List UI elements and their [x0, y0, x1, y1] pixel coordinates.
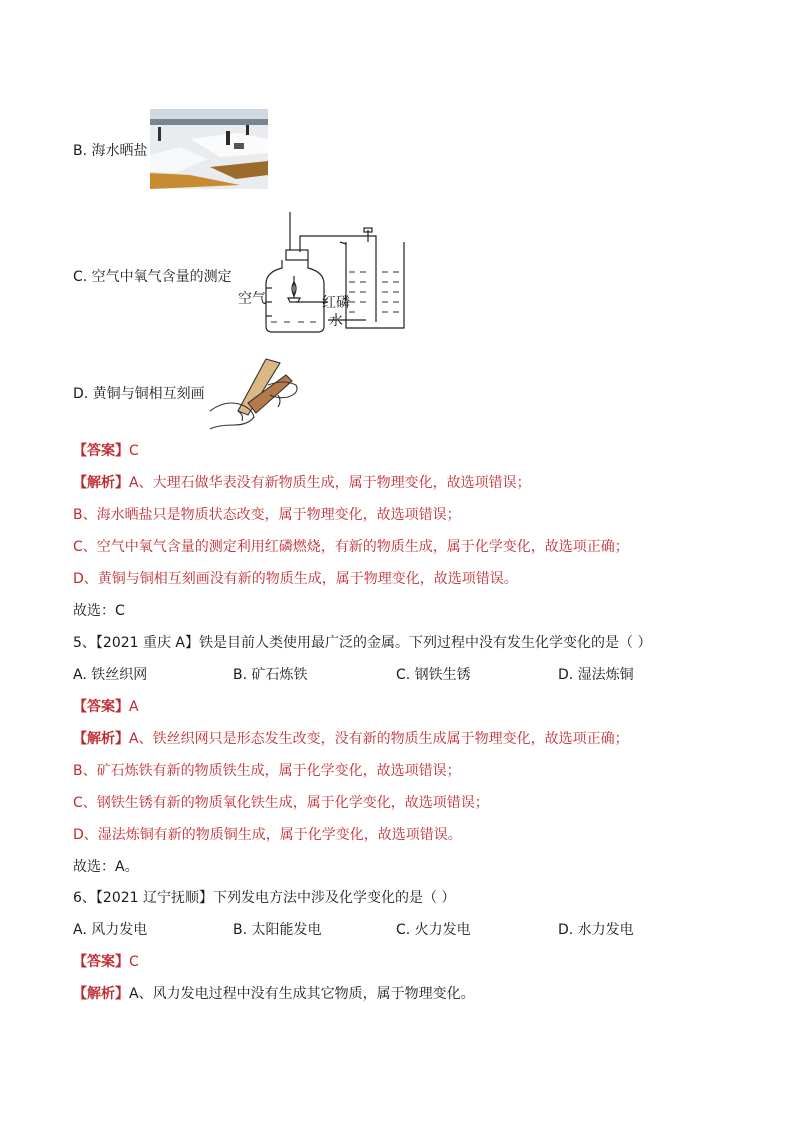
answer-tag: 【答案】: [73, 699, 129, 715]
q4-analysis-line-3: C、空气中氧气含量的测定利用红磷燃烧，有新的物质生成，属于化学变化，故选项正确；: [73, 539, 629, 555]
q5-analysis-line-3: C、钢铁生锈有新的物质氧化铁生成，属于化学变化，故选项错误；: [73, 795, 489, 811]
label-air: 空气: [238, 291, 266, 307]
q5-option-d: D. 湿法炼铜: [558, 667, 634, 683]
analysis-text: A、风力发电过程中没有生成其它物质，属于物理变化。: [129, 986, 475, 1002]
option-c-label: C. 空气中氧气含量的测定: [73, 269, 232, 285]
analysis-text: A、铁丝织网只是形态发生改变，没有新的物质生成属于物理变化，故选项正确；: [129, 731, 629, 747]
answer-value: C: [129, 443, 139, 459]
salt-pan-photo: [150, 109, 268, 189]
option-b-label: B. 海水晒盐: [73, 143, 148, 159]
q4-analysis-line-4: D、黄铜与铜相互刻画没有新的物质生成，属于物理变化，故选项错误。: [73, 571, 518, 587]
q4-analysis-line-1: [73, 474, 531, 492]
option-d-label: D. 黄铜与铜相互刻画: [73, 386, 205, 402]
q6-answer: [73, 953, 139, 971]
analysis-text: A、大理石做华表没有新物质生成，属于物理变化，故选项错误；: [129, 475, 531, 491]
label-red-phosphorus: 红磷: [322, 295, 350, 311]
q5-option-c: C. 钢铁生锈: [396, 667, 471, 683]
q5-option-a: A. 铁丝织网: [73, 667, 148, 683]
answer-tag: 【答案】: [73, 443, 129, 459]
analysis-tag: 【解析】: [73, 986, 129, 1002]
q5-answer: [73, 698, 139, 716]
q5-analysis-line-4: D、湿法炼铜有新的物质铜生成，属于化学变化，故选项错误。: [73, 827, 462, 843]
q5-analysis-line-1: [73, 730, 629, 748]
analysis-tag: 【解析】: [73, 475, 129, 491]
q6-option-a: A. 风力发电: [73, 922, 148, 938]
analysis-tag: 【解析】: [73, 731, 129, 747]
q6-option-d: D. 水力发电: [558, 922, 634, 938]
q6-option-b: B. 太阳能发电: [233, 922, 322, 938]
q6-analysis-line-1: [73, 985, 475, 1003]
answer-value: C: [129, 954, 139, 970]
brass-copper-scratch-image: [208, 355, 304, 431]
q4-analysis-line-2: B、海水晒盐只是物质状态改变，属于物理变化，故选项错误；: [73, 507, 461, 523]
q4-conclusion: 故选：C: [73, 603, 125, 619]
q6-question: 6、【2021 辽宁抚顺】下列发电方法中涉及化学变化的是（ ）: [73, 890, 456, 906]
answer-tag: 【答案】: [73, 954, 129, 970]
oxygen-content-apparatus: [236, 210, 406, 334]
q5-conclusion: 故选：A。: [73, 859, 139, 875]
q6-option-c: C. 火力发电: [396, 922, 471, 938]
q5-analysis-line-2: B、矿石炼铁有新的物质铁生成，属于化学变化，故选项错误；: [73, 763, 461, 779]
q5-question: 5、【2021 重庆 A】铁是目前人类使用最广泛的金属。下列过程中没有发生化学变化的是（ ）: [73, 635, 652, 651]
q5-option-b: B. 矿石炼铁: [233, 667, 308, 683]
q4-answer: [73, 442, 139, 460]
answer-value: A: [129, 699, 139, 715]
label-water: 水: [329, 313, 343, 329]
